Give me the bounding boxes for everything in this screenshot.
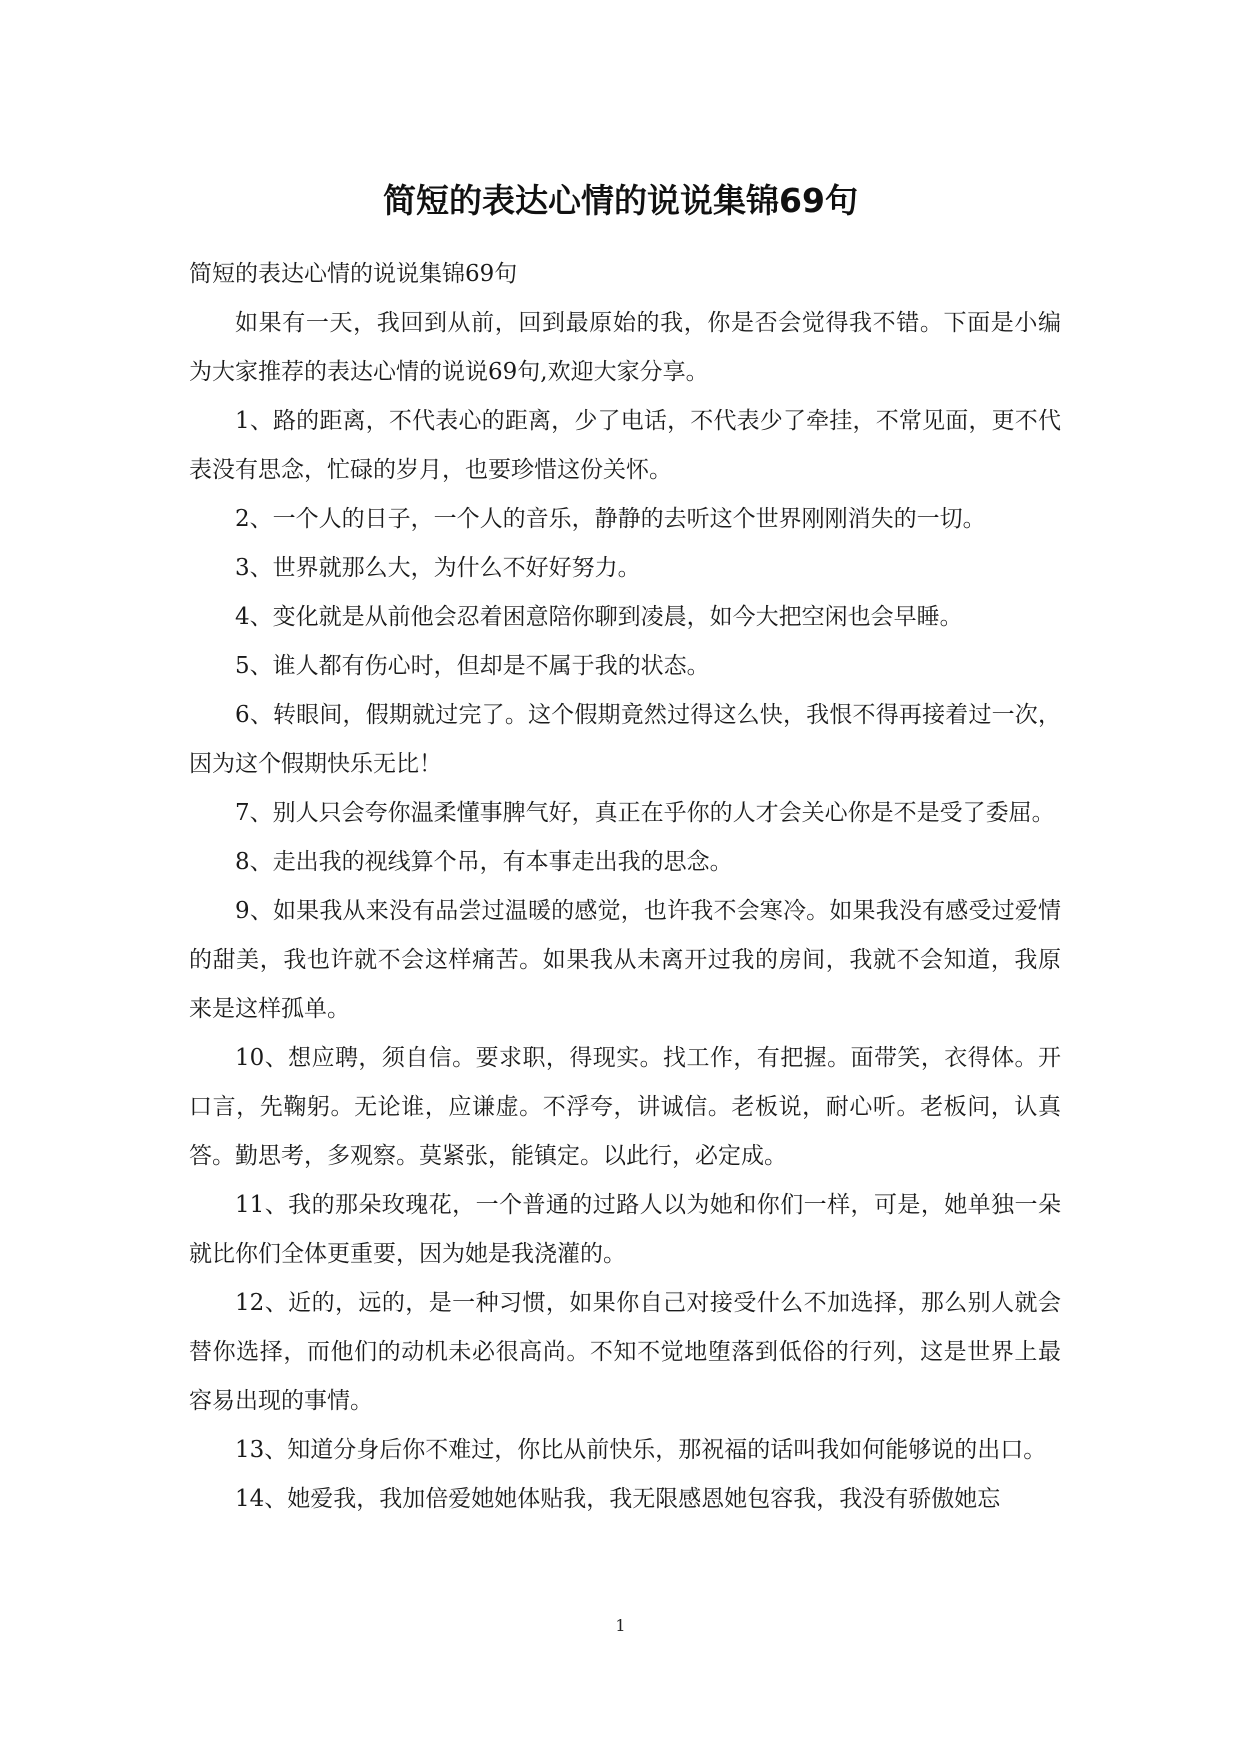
quote-paragraph: 1、路的距离，不代表心的距离，少了电话，不代表少了牵挂，不常见面，更不代表没有思念，忙碌的岁月，也要珍惜这份关怀。 bbox=[189, 408, 1061, 483]
quote-paragraph: 4、变化就是从前他会忍着困意陪你聊到凌晨，如今大把空闲也会早睡。 bbox=[235, 604, 963, 630]
quote-paragraph: 10、想应聘，须自信。要求职，得现实。找工作，有把握。面带笑，衣得体。开口言，先鞠躬。无论谁，应谦虚。不浮夸，讲诚信。老板说，耐心听。老板问，认真答。勤思考，多观察。莫紧张，能镇定。以此行，必定成。 bbox=[189, 1045, 1061, 1169]
subtitle-paragraph: 简短的表达心情的说说集锦69句 bbox=[189, 261, 518, 287]
document-title: 简短的表达心情的说说集锦69句 bbox=[383, 181, 858, 220]
quote-paragraph: 14、她爱我，我加倍爱她她体贴我，我无限感恩她包容我，我没有骄傲她忘 bbox=[235, 1486, 1001, 1512]
quote-paragraph: 8、走出我的视线算个吊，有本事走出我的思念。 bbox=[235, 849, 733, 875]
quote-paragraph: 3、世界就那么大，为什么不好好努力。 bbox=[235, 555, 641, 581]
intro-paragraph: 如果有一天，我回到从前，回到最原始的我，你是否会觉得我不错。下面是小编为大家推荐的表达心情的说说69句,欢迎大家分享。 bbox=[189, 310, 1061, 385]
quote-paragraph: 9、如果我从来没有品尝过温暖的感觉，也许我不会寒冷。如果我没有感受过爱情的甜美，我也许就不会这样痛苦。如果我从未离开过我的房间，我就不会知道，我原来是这样孤单。 bbox=[189, 898, 1061, 1022]
quote-paragraph: 7、别人只会夸你温柔懂事脾气好，真正在乎你的人才会关心你是不是受了委屈。 bbox=[235, 800, 1055, 826]
page-number: 1 bbox=[615, 1616, 626, 1635]
quote-paragraph: 6、转眼间，假期就过完了。这个假期竟然过得这么快，我恨不得再接着过一次，因为这个假期快乐无比！ bbox=[189, 702, 1061, 777]
quote-paragraph: 5、谁人都有伤心时，但却是不属于我的状态。 bbox=[235, 653, 710, 679]
quote-paragraph: 2、一个人的日子，一个人的音乐，静静的去听这个世界刚刚消失的一切。 bbox=[235, 506, 986, 532]
quote-paragraph: 11、我的那朵玫瑰花，一个普通的过路人以为她和你们一样，可是，她单独一朵就比你们全体更重要，因为她是我浇灌的。 bbox=[189, 1192, 1061, 1267]
quote-paragraph: 12、近的，远的，是一种习惯，如果你自己对接受什么不加选择，那么别人就会替你选择，而他们的动机未必很高尚。不知不觉地堕落到低俗的行列，这是世界上最容易出现的事情。 bbox=[189, 1290, 1061, 1414]
document-body bbox=[189, 250, 1061, 1524]
quote-paragraph: 13、知道分身后你不难过，你比从前快乐，那祝福的话叫我如何能够说的出口。 bbox=[235, 1437, 1047, 1463]
